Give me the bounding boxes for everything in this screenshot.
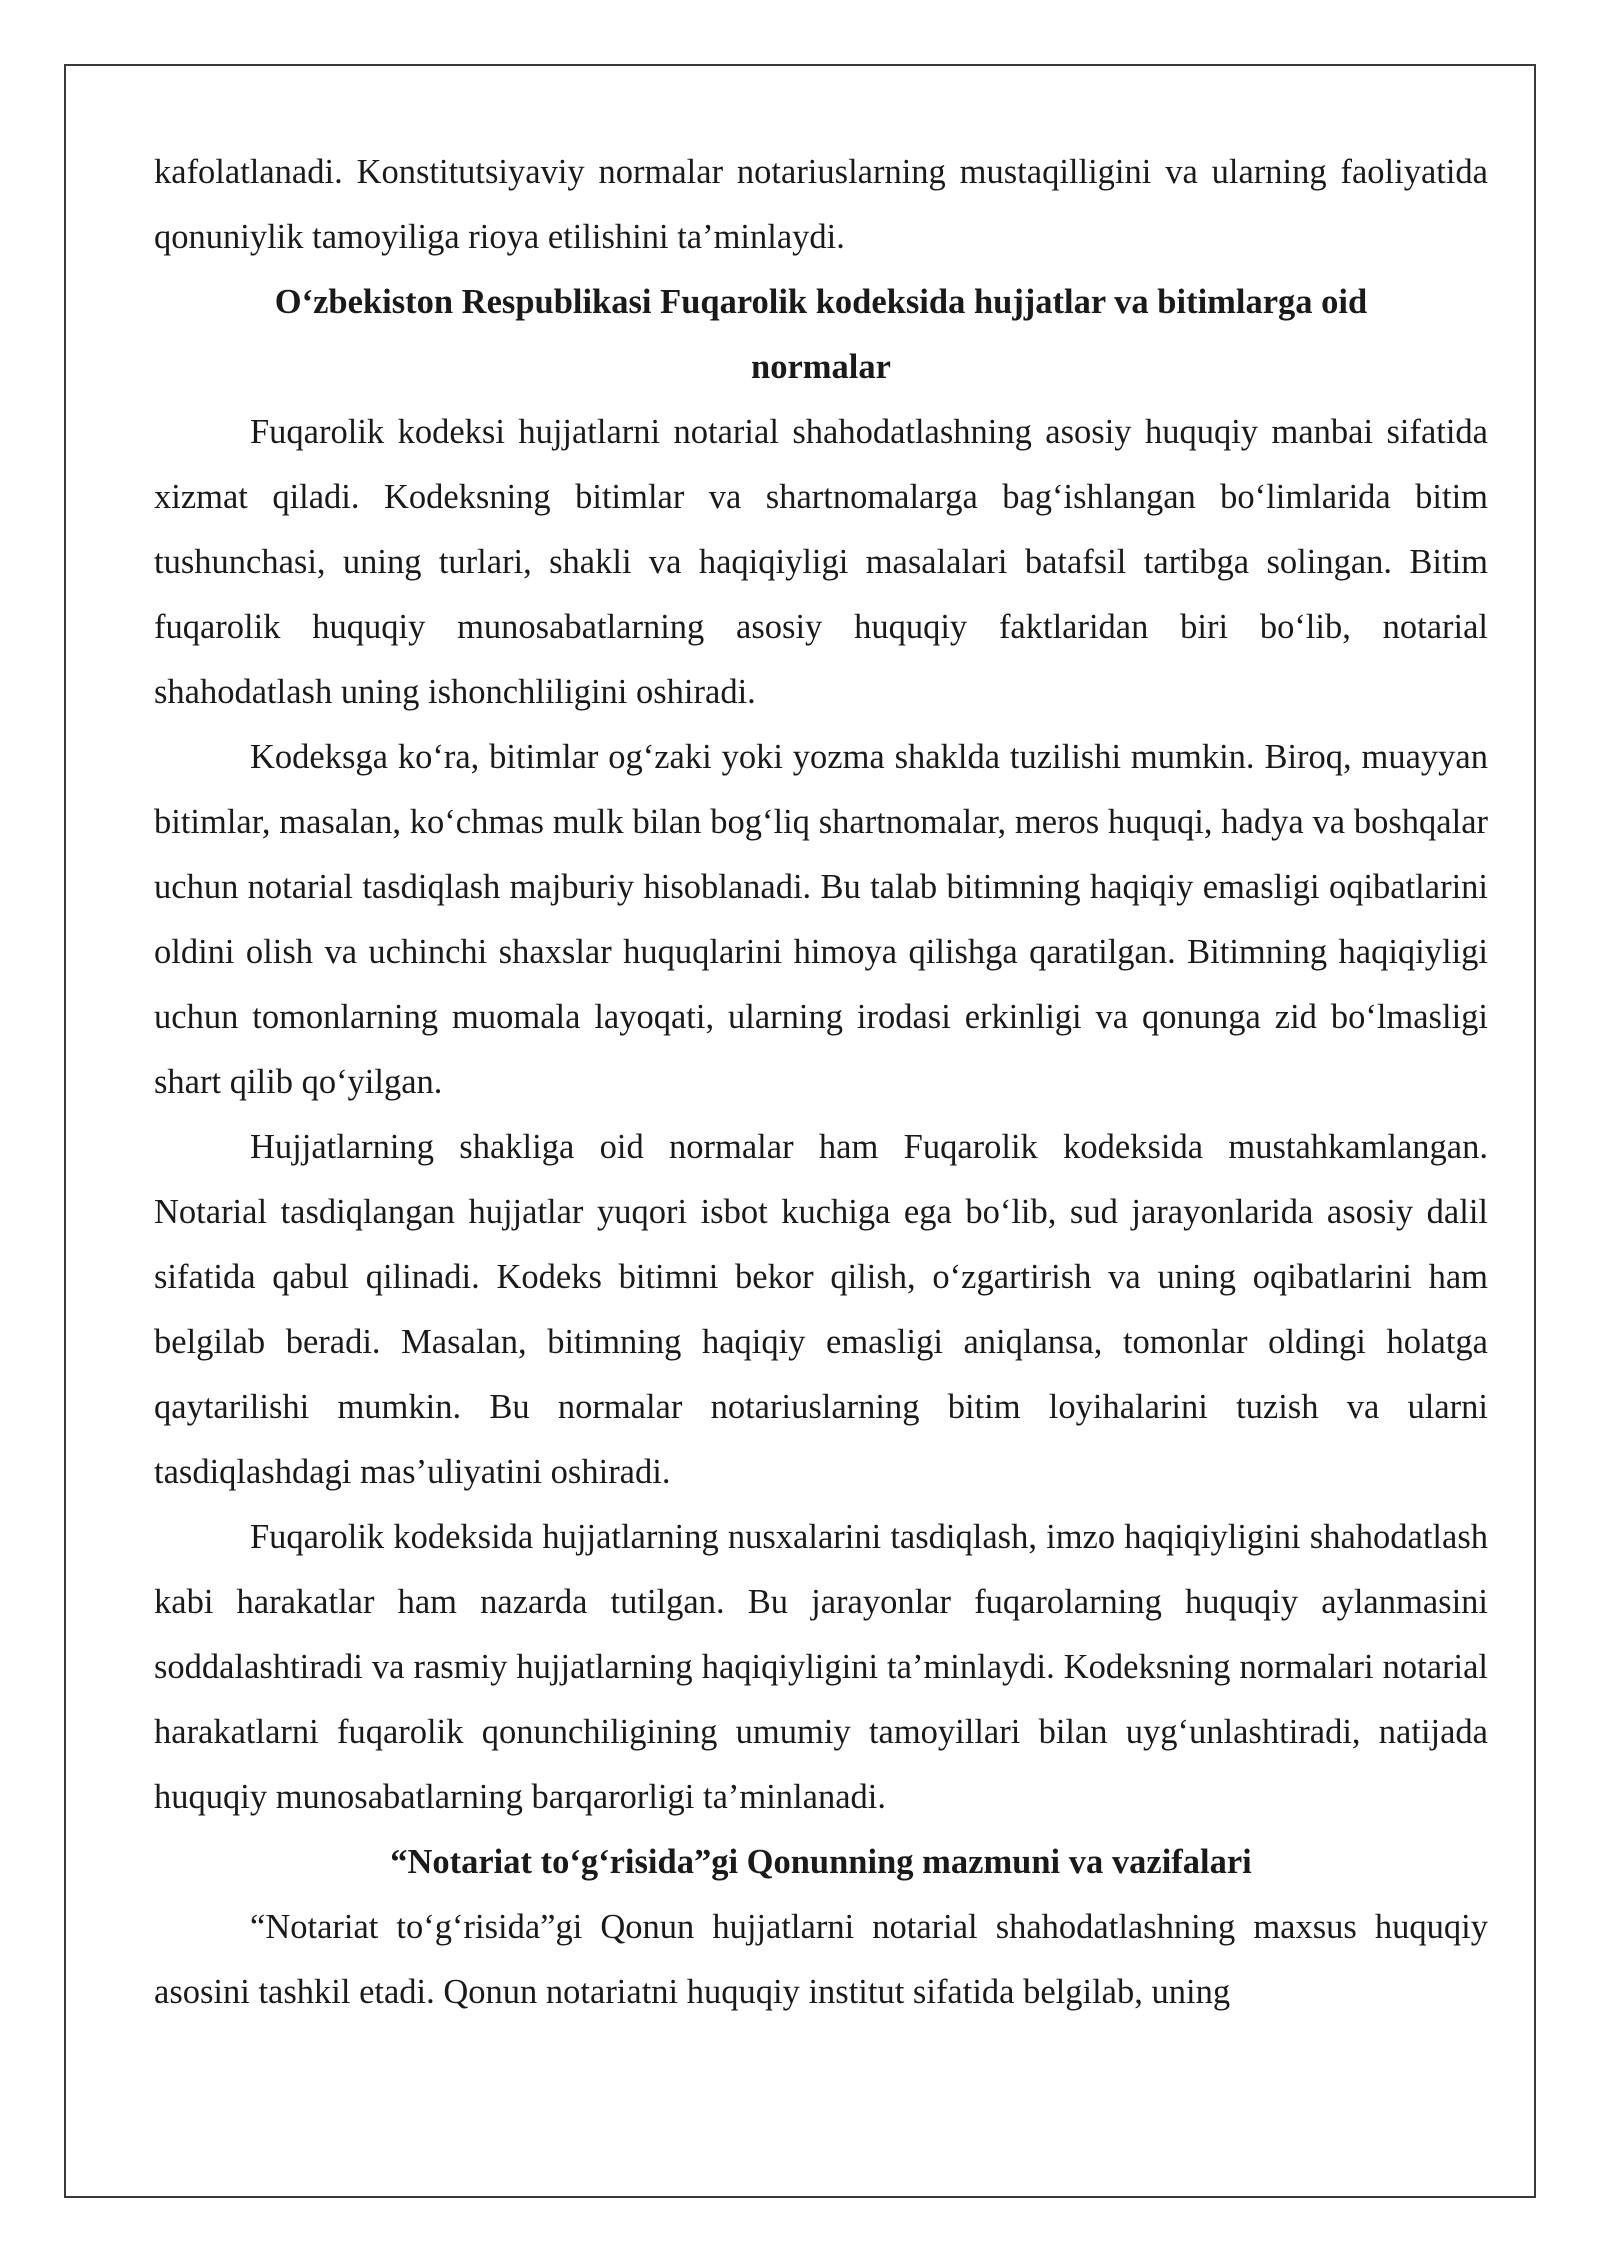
body-paragraph-2: Kodeksga ko‘ra, bitimlar og‘zaki yoki yozma shaklda tuzilishi mumkin. Biroq, muayyan bitimlar, masalan, ko‘chmas mulk bilan bog‘liq shartnomalar, meros huquqi, hadya va boshqalar uchun notarial tasdiqlash majburiy hisoblanadi. Bu talab bitimning haqiqiy emasligi oqibatlarini oldini olish va uchinchi shaxslar huquqlarini himoya qilishga qaratilgan. Bitimning haqiqiyligi uchun tomonlarning muomala layoqati, ularning irodasi erkinligi va qonunga zid bo‘lmasligi shart qilib qo‘yilgan. [154, 738, 1488, 1101]
body-paragraph-1: Fuqarolik kodeksi hujjatlarni notarial shahodatlashning asosiy huquqiy manbai sifatida xizmat qiladi. Kodeksning bitimlar va shartnomalarga bag‘ishlangan bo‘limlarida bitim tushunchasi, uning turlari, shakli va haqiqiyligi masalalari batafsil tartibga solingan. Bitim fuqarolik huquqiy munosabatlarning asosiy huquqiy faktlaridan biri bo‘lib, notarial shahodatlash uning ishonchliligini oshiradi. [154, 413, 1488, 711]
section-heading-civil-code: O‘zbekiston Respublikasi Fuqarolik kodeksida hujjatlar va bitimlarga oid normalar [274, 283, 1368, 386]
document-body [154, 140, 1488, 2025]
body-paragraph-4: Fuqarolik kodeksida hujjatlarning nusxalarini tasdiqlash, imzo haqiqiyligini shahodatlash kabi harakatlar ham nazarda tutilgan. Bu jarayonlar fuqarolarning huquqiy aylanmasini soddalashtiradi va rasmiy hujjatlarning haqiqiyligini ta’minlaydi. Kodeksning normalari notarial harakatlarni fuqarolik qonunchiligining umumiy tamoyillari bilan uyg‘unlashtiradi, natijada huquqiy munosabatlarning barqarorligi ta’minlanadi. [154, 1518, 1488, 1816]
opening-paragraph: kafolatlanadi. Konstitutsiyaviy normalar notariuslarning mustaqilligini va ularning faoliyatida qonuniylik tamoyiliga rioya etilishini ta’minlaydi. [154, 153, 1488, 256]
body-paragraph-3: Hujjatlarning shakliga oid normalar ham Fuqarolik kodeksida mustahkamlangan. Notarial tasdiqlangan hujjatlar yuqori isbot kuchiga ega bo‘lib, sud jarayonlarida asosiy dalil sifatida qabul qilinadi. Kodeks bitimni bekor qilish, o‘zgartirish va uning oqibatlarini ham belgilab beradi. Masalan, bitimning haqiqiy emasligi aniqlansa, tomonlar oldingi holatga qaytarilishi mumkin. Bu normalar notariuslarning bitim loyihalarini tuzish va ularni tasdiqlashdagi mas’uliyatini oshiradi. [154, 1128, 1488, 1491]
section-heading-notariat-law: “Notariat to‘g‘risida”gi Qonunning mazmuni va vazifalari [390, 1843, 1252, 1881]
body-paragraph-5: “Notariat to‘g‘risida”gi Qonun hujjatlarni notarial shahodatlashning maxsus huquqiy asosini tashkil etadi. Qonun notariatni huquqiy institut sifatida belgilab, uning [154, 1908, 1488, 2011]
